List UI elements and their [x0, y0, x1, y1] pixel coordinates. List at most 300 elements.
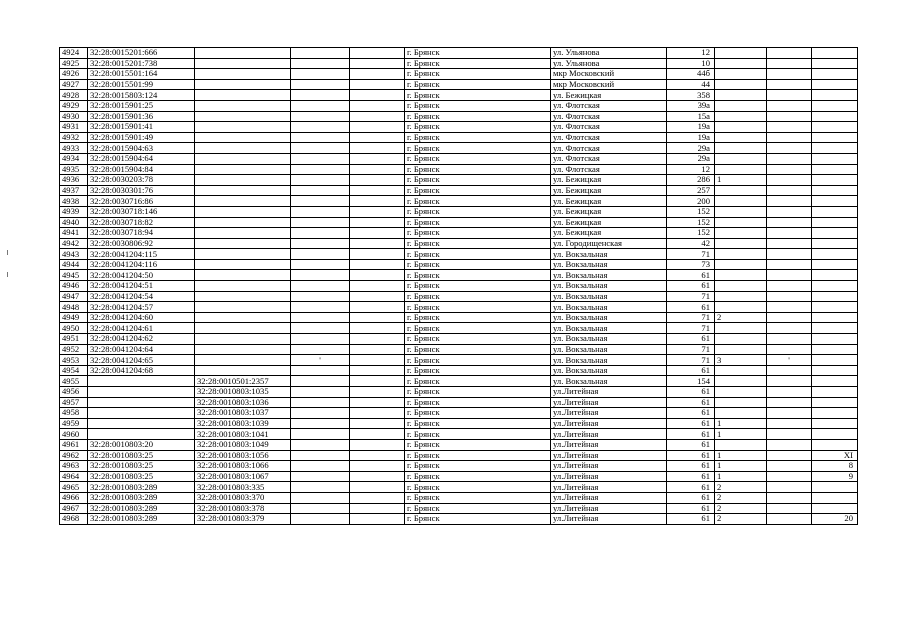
table-row: [60, 323, 858, 334]
cell-apartment: [812, 323, 858, 334]
cell-building-cadastral-number: 32:28:0010803:1041: [195, 429, 291, 440]
cell-empty-col-c: [767, 132, 812, 143]
cell-empty-col-c: [767, 387, 812, 398]
table-row: [60, 228, 858, 239]
cell-empty-col-c: [767, 122, 812, 133]
cell-empty-col-c: [767, 58, 812, 69]
table-row: [60, 492, 858, 503]
cell-house-number: 73: [667, 259, 715, 270]
cell-empty-col-a: [291, 450, 350, 461]
cell-building-cadastral-number: 32:28:0010803:1066: [195, 461, 291, 472]
cell-city: г. Брянск: [405, 397, 551, 408]
cell-empty-col-a: [291, 418, 350, 429]
cell-row-number: 4934: [60, 153, 88, 164]
cell-street: ул.Литейная: [551, 397, 667, 408]
cell-empty-col-b: [350, 206, 405, 217]
cell-city: г. Брянск: [405, 355, 551, 366]
cell-house-number: 71: [667, 323, 715, 334]
cell-empty-col-c: [767, 143, 812, 154]
cell-empty-col-a: [291, 90, 350, 101]
cell-apartment: [812, 429, 858, 440]
cell-empty-col-b: [350, 90, 405, 101]
cell-building-cadastral-number: 32:28:0010803:1067: [195, 471, 291, 482]
margin-mark: [7, 272, 8, 277]
cell-empty-col-a: [291, 48, 350, 59]
cell-house-number: 154: [667, 376, 715, 387]
cell-street: ул.Литейная: [551, 514, 667, 525]
cell-row-number: 4952: [60, 344, 88, 355]
cell-building: [715, 132, 767, 143]
cell-house-number: 61: [667, 429, 715, 440]
cell-empty-col-c: [767, 429, 812, 440]
cell-building: 1: [715, 429, 767, 440]
cell-street: ул.Литейная: [551, 418, 667, 429]
cell-building-cadastral-number: [195, 281, 291, 292]
cell-empty-col-a: [291, 439, 350, 450]
cell-street: ул. Вокзальная: [551, 281, 667, 292]
cell-building-cadastral-number: [195, 164, 291, 175]
cell-empty-col-c: [767, 111, 812, 122]
cell-row-number: 4928: [60, 90, 88, 101]
cell-building: [715, 228, 767, 239]
table-row: [60, 408, 858, 419]
table-row: [60, 217, 858, 228]
cell-empty-col-a: [291, 270, 350, 281]
cell-empty-col-c: [767, 79, 812, 90]
cell-building-cadastral-number: [195, 365, 291, 376]
cell-building-cadastral-number: [195, 48, 291, 59]
cell-city: г. Брянск: [405, 334, 551, 345]
cell-row-number: 4966: [60, 492, 88, 503]
cell-empty-col-c: [767, 323, 812, 334]
table-row: [60, 334, 858, 345]
cell-empty-col-c: [767, 503, 812, 514]
table-row: [60, 48, 858, 59]
cell-empty-col-b: [350, 281, 405, 292]
cell-row-number: 4943: [60, 249, 88, 260]
cell-cadastral-number: 32:28:0041204:62: [88, 334, 195, 345]
cell-street: ул.Литейная: [551, 482, 667, 493]
table-row: [60, 281, 858, 292]
cell-city: г. Брянск: [405, 111, 551, 122]
cell-building: [715, 408, 767, 419]
cell-building-cadastral-number: [195, 79, 291, 90]
cell-building: 2: [715, 503, 767, 514]
table-row: [60, 514, 858, 525]
cell-row-number: 4967: [60, 503, 88, 514]
cell-apartment: [812, 482, 858, 493]
cell-cadastral-number: 32:28:0010803:289: [88, 492, 195, 503]
cell-city: г. Брянск: [405, 100, 551, 111]
cell-row-number: 4957: [60, 397, 88, 408]
cell-apartment: [812, 259, 858, 270]
cell-row-number: 4968: [60, 514, 88, 525]
cell-street: ул. Вокзальная: [551, 270, 667, 281]
cell-building: [715, 206, 767, 217]
cell-house-number: 286: [667, 175, 715, 186]
cell-building: [715, 48, 767, 59]
cell-building-cadastral-number: 32:28:0010803:379: [195, 514, 291, 525]
cell-empty-col-c: [767, 482, 812, 493]
cell-house-number: 71: [667, 291, 715, 302]
cell-building-cadastral-number: 32:28:0010803:1049: [195, 439, 291, 450]
cell-building: [715, 270, 767, 281]
registry-sheet: [59, 47, 858, 525]
cell-empty-col-a: [291, 323, 350, 334]
cell-apartment: [812, 175, 858, 186]
cell-row-number: 4961: [60, 439, 88, 450]
cell-row-number: 4936: [60, 175, 88, 186]
cell-building: [715, 291, 767, 302]
cell-house-number: 152: [667, 217, 715, 228]
cell-empty-col-a: [291, 492, 350, 503]
table-row: [60, 397, 858, 408]
cell-empty-col-b: [350, 355, 405, 366]
cell-cadastral-number: 32:28:0015904:84: [88, 164, 195, 175]
cell-building-cadastral-number: [195, 312, 291, 323]
cell-cadastral-number: 32:28:0041204:65: [88, 355, 195, 366]
cell-empty-col-b: [350, 249, 405, 260]
cell-house-number: 61: [667, 482, 715, 493]
cell-empty-col-a: [291, 408, 350, 419]
cell-empty-col-a: [291, 185, 350, 196]
cell-empty-col-c: [767, 228, 812, 239]
cell-city: г. Брянск: [405, 439, 551, 450]
cell-house-number: 61: [667, 397, 715, 408]
cell-building: [715, 259, 767, 270]
cell-cadastral-number: 32:28:0030718:146: [88, 206, 195, 217]
cell-city: г. Брянск: [405, 69, 551, 80]
cell-cadastral-number: [88, 397, 195, 408]
cell-apartment: [812, 249, 858, 260]
table-row: [60, 355, 858, 366]
cell-row-number: 4931: [60, 122, 88, 133]
cell-row-number: 4937: [60, 185, 88, 196]
cell-building-cadastral-number: 32:28:0010803:1037: [195, 408, 291, 419]
cell-building-cadastral-number: [195, 302, 291, 313]
table-row: [60, 206, 858, 217]
cell-building: [715, 281, 767, 292]
cell-apartment: [812, 48, 858, 59]
cell-street: мкр Московский: [551, 69, 667, 80]
cell-building: 1: [715, 175, 767, 186]
cell-apartment: [812, 69, 858, 80]
cell-empty-col-a: [291, 79, 350, 90]
cell-house-number: 61: [667, 387, 715, 398]
cell-building-cadastral-number: [195, 217, 291, 228]
cell-city: г. Брянск: [405, 249, 551, 260]
table-row: [60, 429, 858, 440]
cell-empty-col-a: [291, 100, 350, 111]
cell-row-number: 4946: [60, 281, 88, 292]
cell-building-cadastral-number: [195, 334, 291, 345]
cell-street: ул. Вокзальная: [551, 344, 667, 355]
cell-building: [715, 397, 767, 408]
cell-apartment: [812, 291, 858, 302]
cell-cadastral-number: 32:28:0030806:92: [88, 238, 195, 249]
cell-cadastral-number: 32:28:0030716:86: [88, 196, 195, 207]
cell-apartment: [812, 228, 858, 239]
cell-house-number: 12: [667, 48, 715, 59]
cell-street: ул. Бежицкая: [551, 90, 667, 101]
cell-street: ул.Литейная: [551, 387, 667, 398]
table-row: [60, 291, 858, 302]
cell-building: [715, 69, 767, 80]
cell-building-cadastral-number: [195, 132, 291, 143]
cell-street: ул. Бежицкая: [551, 206, 667, 217]
cell-house-number: 61: [667, 281, 715, 292]
table-row: [60, 270, 858, 281]
cell-street: ул. Бежицкая: [551, 228, 667, 239]
cell-street: ул. Городищенская: [551, 238, 667, 249]
table-row: [60, 100, 858, 111]
cell-building: [715, 238, 767, 249]
cell-empty-col-c: [767, 153, 812, 164]
cell-street: ул.Литейная: [551, 471, 667, 482]
table-row: [60, 69, 858, 80]
cell-empty-col-a: [291, 228, 350, 239]
cell-city: г. Брянск: [405, 365, 551, 376]
cell-empty-col-b: [350, 312, 405, 323]
cell-cadastral-number: 32:28:0030203:78: [88, 175, 195, 186]
cell-empty-col-b: [350, 365, 405, 376]
cell-empty-col-b: [350, 69, 405, 80]
cell-city: г. Брянск: [405, 270, 551, 281]
cell-apartment: 20: [812, 514, 858, 525]
table-row: [60, 365, 858, 376]
cell-building: [715, 111, 767, 122]
cell-apartment: XI: [812, 450, 858, 461]
cell-building-cadastral-number: 32:28:0010803:1035: [195, 387, 291, 398]
cell-row-number: 4955: [60, 376, 88, 387]
cell-empty-col-b: [350, 514, 405, 525]
cell-building-cadastral-number: [195, 122, 291, 133]
cell-empty-col-c: [767, 439, 812, 450]
cell-empty-col-a: [291, 344, 350, 355]
cell-empty-col-a: [291, 514, 350, 525]
cell-house-number: 61: [667, 270, 715, 281]
cell-empty-col-a: [291, 334, 350, 345]
cell-empty-col-b: [350, 196, 405, 207]
cell-cadastral-number: 32:28:0010803:289: [88, 482, 195, 493]
cell-building: [715, 365, 767, 376]
cell-building: [715, 164, 767, 175]
cell-city: г. Брянск: [405, 471, 551, 482]
cell-empty-col-c: [767, 206, 812, 217]
address-registry-table: [59, 47, 858, 525]
cell-building-cadastral-number: [195, 344, 291, 355]
cell-apartment: [812, 334, 858, 345]
cell-empty-col-b: [350, 58, 405, 69]
cell-cadastral-number: 32:28:0010803:25: [88, 461, 195, 472]
cell-empty-col-b: [350, 492, 405, 503]
cell-row-number: 4949: [60, 312, 88, 323]
cell-building: [715, 58, 767, 69]
table-row: [60, 482, 858, 493]
cell-empty-col-b: [350, 185, 405, 196]
cell-cadastral-number: 32:28:0030718:94: [88, 228, 195, 239]
cell-house-number: 71: [667, 312, 715, 323]
cell-city: г. Брянск: [405, 376, 551, 387]
cell-row-number: 4930: [60, 111, 88, 122]
cell-building: 1: [715, 450, 767, 461]
cell-empty-col-a: [291, 387, 350, 398]
cell-row-number: 4956: [60, 387, 88, 398]
table-row: [60, 122, 858, 133]
cell-row-number: 4935: [60, 164, 88, 175]
cell-apartment: [812, 185, 858, 196]
cell-empty-col-b: [350, 270, 405, 281]
cell-empty-col-b: [350, 111, 405, 122]
cell-house-number: 44: [667, 79, 715, 90]
cell-empty-col-b: [350, 418, 405, 429]
cell-empty-col-c: [767, 408, 812, 419]
cell-house-number: 358: [667, 90, 715, 101]
cell-house-number: 61: [667, 334, 715, 345]
cell-building: [715, 376, 767, 387]
cell-city: г. Брянск: [405, 344, 551, 355]
cell-row-number: 4933: [60, 143, 88, 154]
cell-empty-col-a: [291, 206, 350, 217]
cell-empty-col-c: [767, 175, 812, 186]
cell-empty-col-a: [291, 238, 350, 249]
cell-empty-col-b: [350, 175, 405, 186]
cell-apartment: [812, 111, 858, 122]
cell-empty-col-b: [350, 387, 405, 398]
cell-cadastral-number: 32:28:0010803:25: [88, 471, 195, 482]
table-row: [60, 461, 858, 472]
cell-city: г. Брянск: [405, 408, 551, 419]
cell-house-number: 152: [667, 206, 715, 217]
cell-city: г. Брянск: [405, 143, 551, 154]
cell-cadastral-number: [88, 418, 195, 429]
cell-empty-col-a: [291, 376, 350, 387]
cell-apartment: [812, 376, 858, 387]
cell-building: 2: [715, 514, 767, 525]
cell-apartment: [812, 270, 858, 281]
cell-house-number: 61: [667, 450, 715, 461]
cell-house-number: 61: [667, 514, 715, 525]
cell-building-cadastral-number: [195, 270, 291, 281]
cell-city: г. Брянск: [405, 196, 551, 207]
table-row: [60, 249, 858, 260]
cell-apartment: [812, 122, 858, 133]
cell-building: [715, 143, 767, 154]
cell-building: [715, 196, 767, 207]
cell-empty-col-b: [350, 323, 405, 334]
cell-empty-col-b: [350, 122, 405, 133]
cell-street: ул. Вокзальная: [551, 334, 667, 345]
cell-empty-col-c: [767, 418, 812, 429]
cell-row-number: 4950: [60, 323, 88, 334]
cell-empty-col-a: [291, 249, 350, 260]
table-row: [60, 143, 858, 154]
cell-empty-col-c: [767, 461, 812, 472]
cell-city: г. Брянск: [405, 217, 551, 228]
cell-building-cadastral-number: [195, 153, 291, 164]
cell-house-number: 71: [667, 249, 715, 260]
cell-apartment: 9: [812, 471, 858, 482]
cell-building: [715, 334, 767, 345]
cell-empty-col-a: [291, 122, 350, 133]
cell-row-number: 4940: [60, 217, 88, 228]
cell-house-number: 61: [667, 461, 715, 472]
cell-apartment: 8: [812, 461, 858, 472]
cell-empty-col-b: [350, 153, 405, 164]
margin-mark: [7, 250, 8, 255]
cell-empty-col-b: [350, 397, 405, 408]
cell-city: г. Брянск: [405, 132, 551, 143]
cell-building-cadastral-number: [195, 175, 291, 186]
cell-city: г. Брянск: [405, 238, 551, 249]
cell-building: 2: [715, 492, 767, 503]
cell-street: ул. Бежицкая: [551, 175, 667, 186]
cell-cadastral-number: 32:28:0010803:20: [88, 439, 195, 450]
cell-building-cadastral-number: [195, 69, 291, 80]
cell-empty-col-b: [350, 302, 405, 313]
cell-city: г. Брянск: [405, 164, 551, 175]
cell-building: [715, 185, 767, 196]
cell-city: г. Брянск: [405, 153, 551, 164]
cell-row-number: 4944: [60, 259, 88, 270]
cell-cadastral-number: 32:28:0041204:64: [88, 344, 195, 355]
cell-empty-col-b: [350, 291, 405, 302]
cell-city: г. Брянск: [405, 90, 551, 101]
cell-empty-col-a: [291, 259, 350, 270]
cell-empty-col-b: [350, 334, 405, 345]
cell-city: г. Брянск: [405, 58, 551, 69]
table-row: [60, 312, 858, 323]
cell-house-number: 19а: [667, 132, 715, 143]
table-row: [60, 153, 858, 164]
cell-empty-col-b: [350, 429, 405, 440]
cell-building-cadastral-number: [195, 185, 291, 196]
cell-cadastral-number: 32:28:0010803:25: [88, 450, 195, 461]
cell-empty-col-c: [767, 302, 812, 313]
cell-empty-col-a: [291, 397, 350, 408]
cell-city: г. Брянск: [405, 259, 551, 270]
cell-row-number: 4938: [60, 196, 88, 207]
cell-apartment: [812, 439, 858, 450]
cell-empty-col-c: [767, 185, 812, 196]
cell-empty-col-c: [767, 48, 812, 59]
cell-empty-col-b: [350, 439, 405, 450]
cell-building: [715, 217, 767, 228]
cell-building: [715, 153, 767, 164]
cell-apartment: [812, 164, 858, 175]
cell-empty-col-c: [767, 397, 812, 408]
cell-house-number: 200: [667, 196, 715, 207]
cell-cadastral-number: 32:28:0015904:64: [88, 153, 195, 164]
cell-street: ул. Флотская: [551, 100, 667, 111]
cell-cadastral-number: 32:28:0030301:76: [88, 185, 195, 196]
cell-cadastral-number: 32:28:0041204:51: [88, 281, 195, 292]
cell-building: [715, 79, 767, 90]
cell-empty-col-a: [291, 281, 350, 292]
cell-city: г. Брянск: [405, 175, 551, 186]
table-row: [60, 259, 858, 270]
cell-empty-col-a: [291, 471, 350, 482]
cell-empty-col-c: [767, 281, 812, 292]
cell-building: [715, 90, 767, 101]
cell-house-number: 61: [667, 439, 715, 450]
cell-cadastral-number: 32:28:0015901:36: [88, 111, 195, 122]
cell-empty-col-a: [291, 482, 350, 493]
cell-city: г. Брянск: [405, 228, 551, 239]
cell-apartment: [812, 90, 858, 101]
table-row: [60, 344, 858, 355]
cell-cadastral-number: 32:28:0015901:25: [88, 100, 195, 111]
